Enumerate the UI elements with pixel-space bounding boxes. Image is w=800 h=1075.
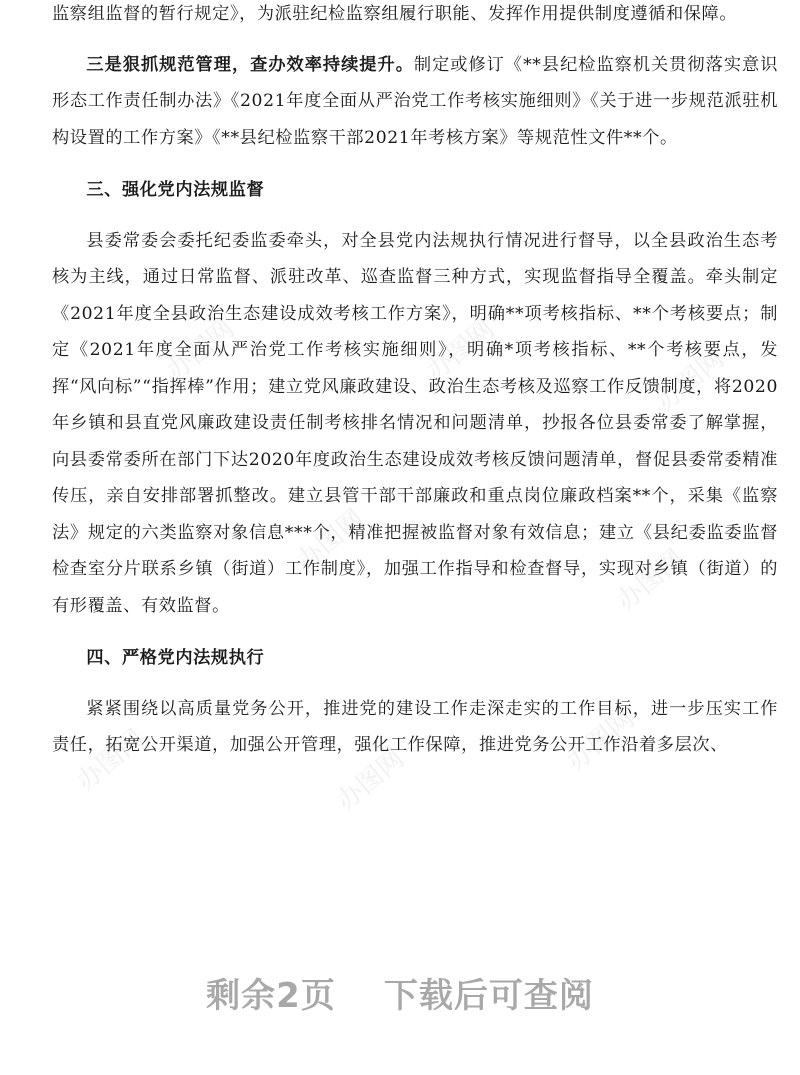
watermark: 办图网 [651, 343, 731, 417]
paragraph-party-regulation-execution: 紧紧围绕以高质量党务公开，推进党的建设工作走深走实的工作目标，进一步压实工作责任，拓宽公开渠道，加强公开管理，强化工作保障，推进党务公开工作沿着多层次、 [52, 698, 778, 755]
watermark: 办图网 [421, 313, 501, 387]
remaining-pages-label: 剩余2页 [206, 976, 336, 1016]
watermark: 办图网 [561, 703, 641, 777]
section-heading-3: 三、强化党内法规监督 [86, 180, 265, 200]
download-to-view-label: 下载后可查阅 [383, 976, 594, 1016]
paragraph-continued: 监察组监督的暂行规定》，为派驻纪检监察组履行职能、发挥作用提供制度遵循和保障。 [52, 4, 738, 24]
watermark: 办图网 [71, 723, 151, 797]
watermark: 办图网 [331, 743, 411, 817]
paragraph-standardized-management [52, 47, 778, 157]
paragraph-lead-bold: 三是狠抓规范管理，查办效率持续提升。 [86, 54, 414, 75]
document-body [52, 0, 778, 764]
watermark: 办图网 [291, 503, 371, 577]
watermark: 办图网 [611, 543, 691, 617]
watermark: 办图网 [161, 313, 241, 387]
paragraph-text: 制定或修订《**县纪检监察机关贯彻落实意识形态工作责任制办法》《2021年度全面从严治党工作考核实施细则》《关于进一步规范派驻机构设置的工作方案》《**县纪检监察干部2021年考核方案》等规范性文件**个。 [52, 54, 778, 148]
section-heading-4: 四、严格党内法规执行 [86, 648, 265, 668]
paragraph-party-regulation-supervision: 县委常委会委托纪委监委牵头，对全县党内法规执行情况进行督导，以全县政治生态考核为主线，通过日常监督、派驻改革、巡查监督三种方式，实现监督指导全覆盖。牵头制定《2021年度全县政治生态建设成效考核工作方案》，明确**项考核指标、**个考核要点；制定《2021年度全面从严治党工作考核实施细则》，明确*项考核指标、**个考核要点，发挥“风向标”“指挥棒”作用；建立党风廉政建设、政治生态考核及巡察工作反馈制度，将2020年乡镇和县直党风廉政建设责任制考核排名情况和问题清单，抄报各位县委常委了解掌握，向县委常委所在部门下达2020年度政治生态建设成效考核反馈问题清单，督促县委常委精准传压，亲自安排部署抓整改。建立县管干部干部廉政和重点岗位廉政档案**个，采集《监察法》规定的六类监察对象信息***个，精准把握被监督对象有效信息；建立《县纪委监委监督检查室分片联系乡镇（街道）工作制度》，加强工作指导和检查督导，实现对乡镇（街道）的有形覆盖、有效监督。 [52, 230, 778, 616]
download-prompt-banner[interactable] [0, 968, 800, 1017]
